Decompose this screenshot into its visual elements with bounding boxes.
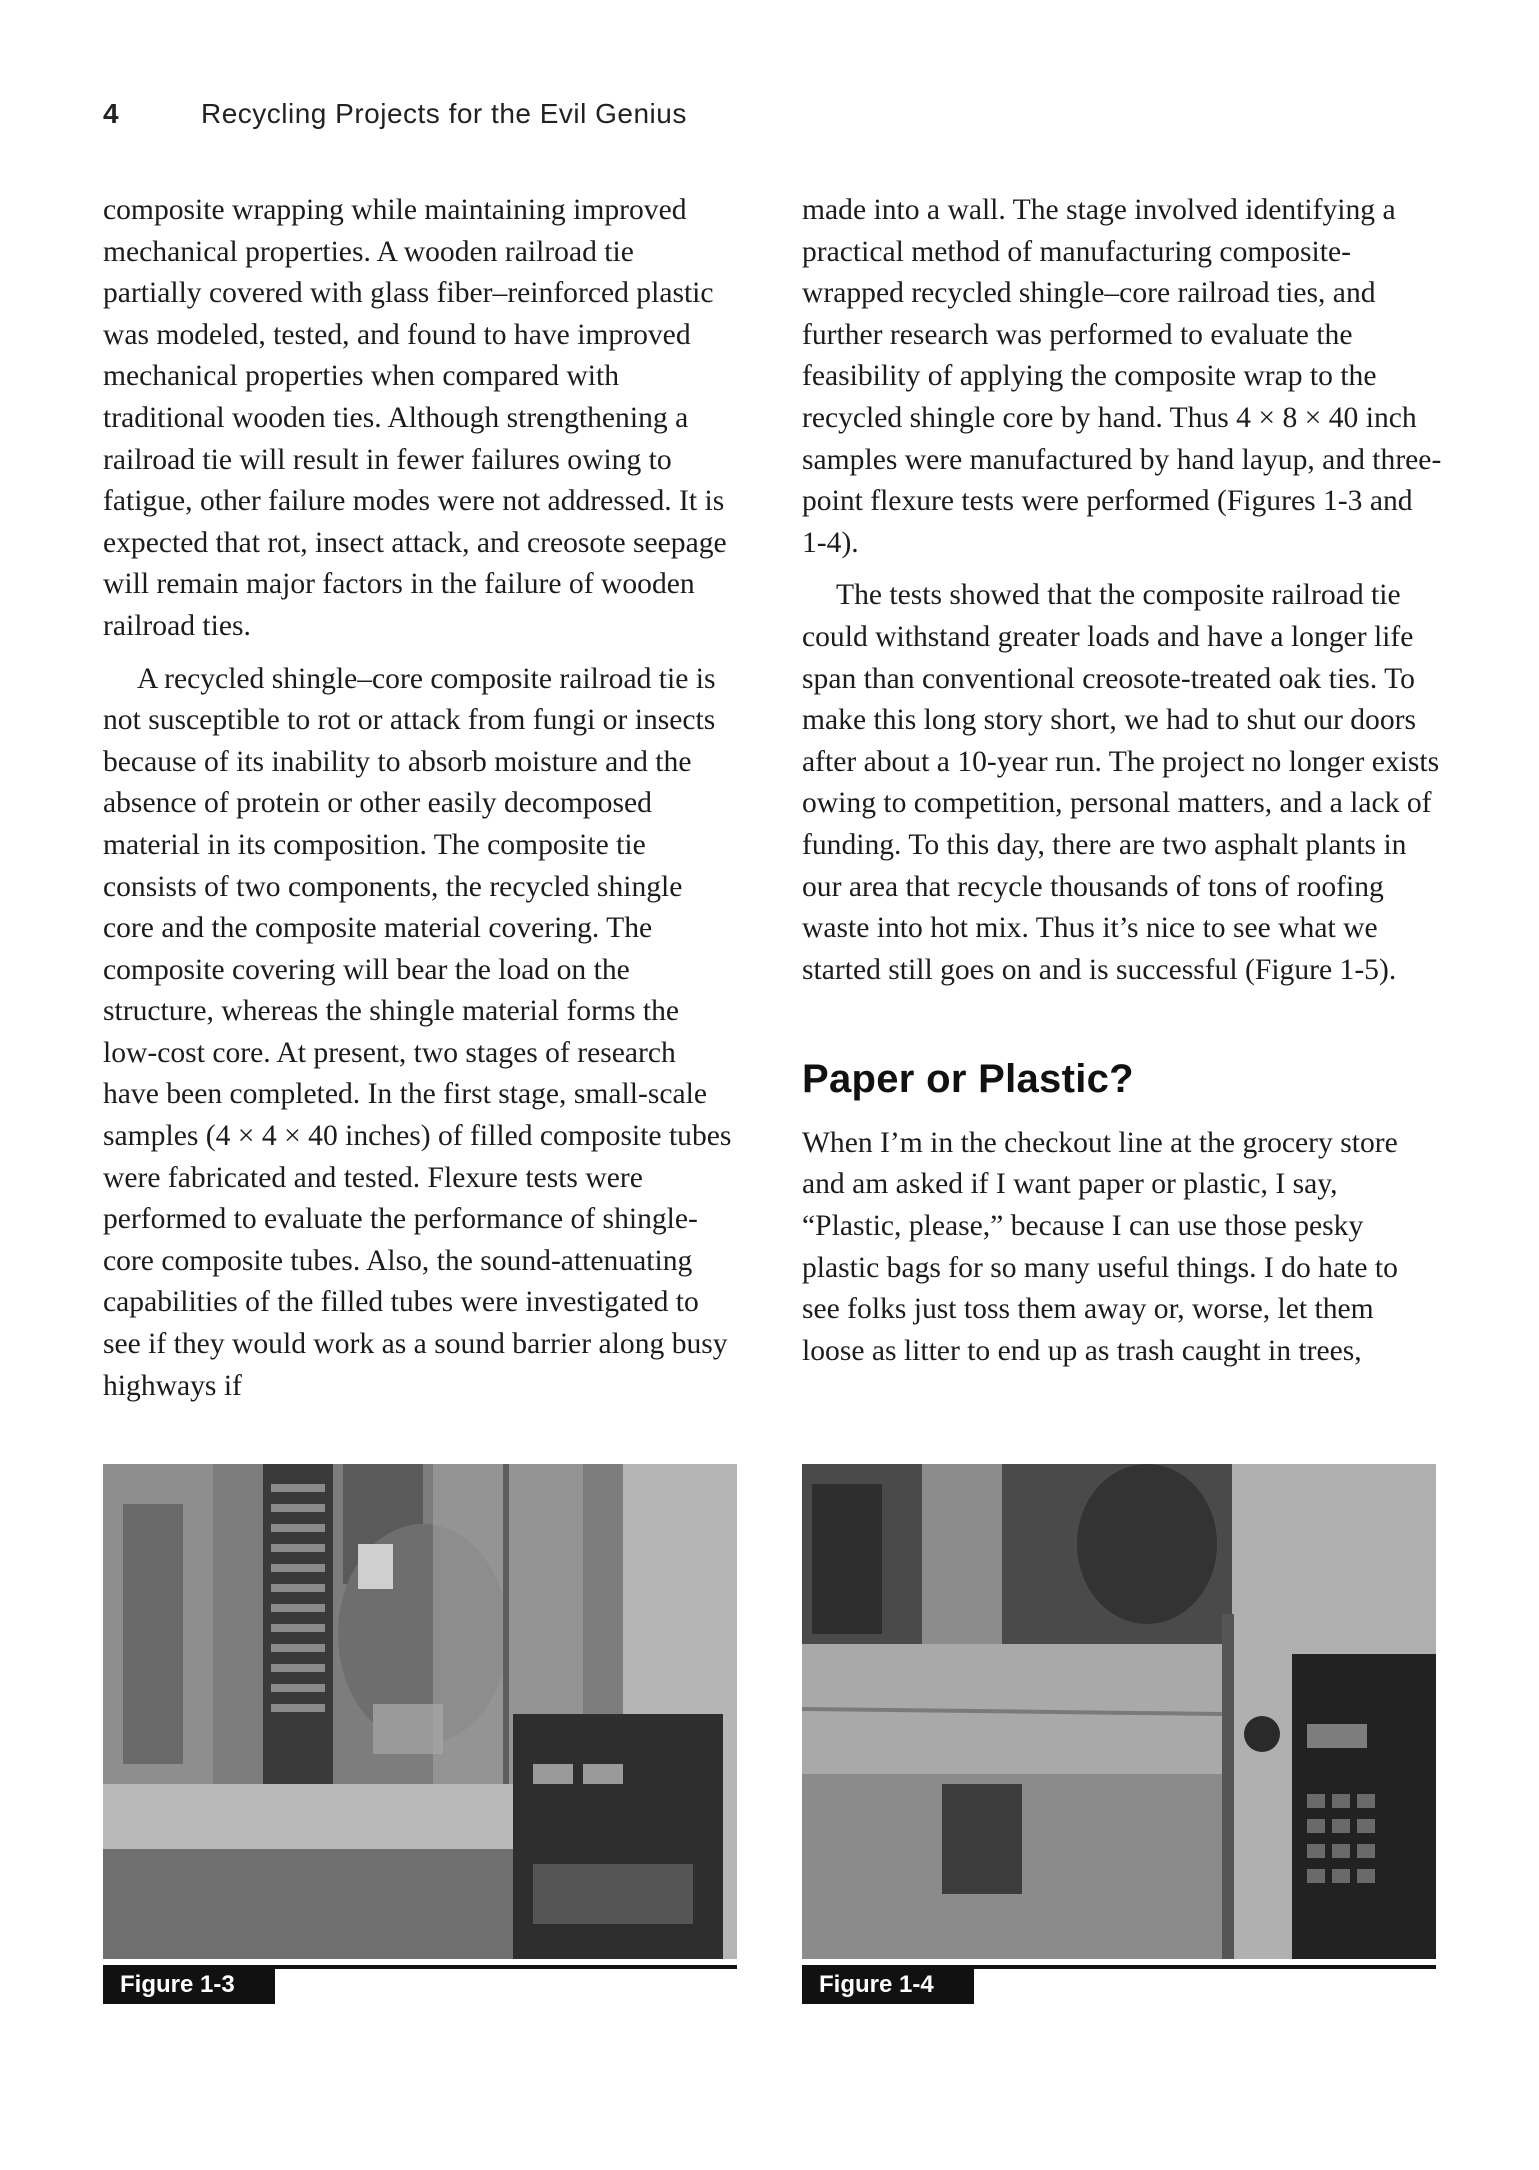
test-machine-photo xyxy=(103,1464,737,1959)
left-column xyxy=(103,190,738,1418)
running-header xyxy=(103,98,687,130)
figure-caption: Figure 1-3 xyxy=(103,1968,275,2004)
body-paragraph: composite wrapping while maintaining improved mechanical properties. A wooden railroad tie partially covered with glass fiber–reinforced plastic was modeled, tested, and found to have improved mechanical properties when compared with traditional wooden ties. Although strengthening a railroad tie will result in fewer failures owing to fatigue, other failure modes were not addressed. It is expected that rot, insect attack, and creosote seepage will remain major factors in the failure of wooden railroad ties. xyxy=(103,194,727,642)
figure-caption: Figure 1-4 xyxy=(802,1968,974,2004)
figure-1-3 xyxy=(103,1464,737,2004)
section-heading: Paper or Plastic? xyxy=(802,1057,1134,1102)
flexure-test-photo xyxy=(802,1464,1436,1959)
body-paragraph: A recycled shingle–core composite railroad tie is not susceptible to rot or attack from fungi or insects because of its inability to absorb moisture and the absence of protein or other easily decomposed material in its composition. The composite tie consists of two components, the recycled shingle core and the composite material covering. The composite covering will bear the load on the structure, whereas the shingle material forms the low-cost core. At present, two stages of research have been completed. In the first stage, small-scale samples (4 × 4 × 40 inches) of filled composite tubes were fabricated and tested. Flexure tests were performed to evaluate the performance of shingle-core composite tubes. Also, the sound-attenuating capabilities of the filled tubes were investigated to see if they would work as a sound barrier along busy highways if xyxy=(103,662,732,1402)
body-paragraph: The tests showed that the composite railroad tie could withstand greater loads and have a longer life span than conventional creosote-treated oak ties. To make this long story short, we had to shut our doors after about a 10-year run. The project no longer exists owing to competition, personal matters, and a lack of funding. To this day, there are two asphalt plants in our area that recycle thousands of tons of roofing waste into hot mix. Thus it’s nice to see what we started still goes on and is successful (Figure 1-5). xyxy=(802,579,1440,986)
figure-1-4 xyxy=(802,1464,1436,2004)
body-paragraph: made into a wall. The stage involved identifying a practical method of manufacturing composite-wrapped recycled shingle–core railroad ties, and further research was performed to evaluate the feasibility of applying the composite wrap to the recycled shingle core by hand. Thus 4 × 8 × 40 inch samples were manufactured by hand layup, and three-point flexure tests were performed (Figures 1-3 and 1-4). xyxy=(802,194,1442,559)
book-title: Recycling Projects for the Evil Genius xyxy=(201,98,687,129)
body-paragraph: When I’m in the checkout line at the grocery store and am asked if I want paper or plastic, I say, “Plastic, please,” because I can use those pesky plastic bags for so many useful things. I do hate to see folks just toss them away or, worse, let them loose as litter to end up as trash caught in trees, xyxy=(802,1126,1398,1367)
right-column xyxy=(802,190,1442,1383)
page-number: 4 xyxy=(103,98,120,129)
